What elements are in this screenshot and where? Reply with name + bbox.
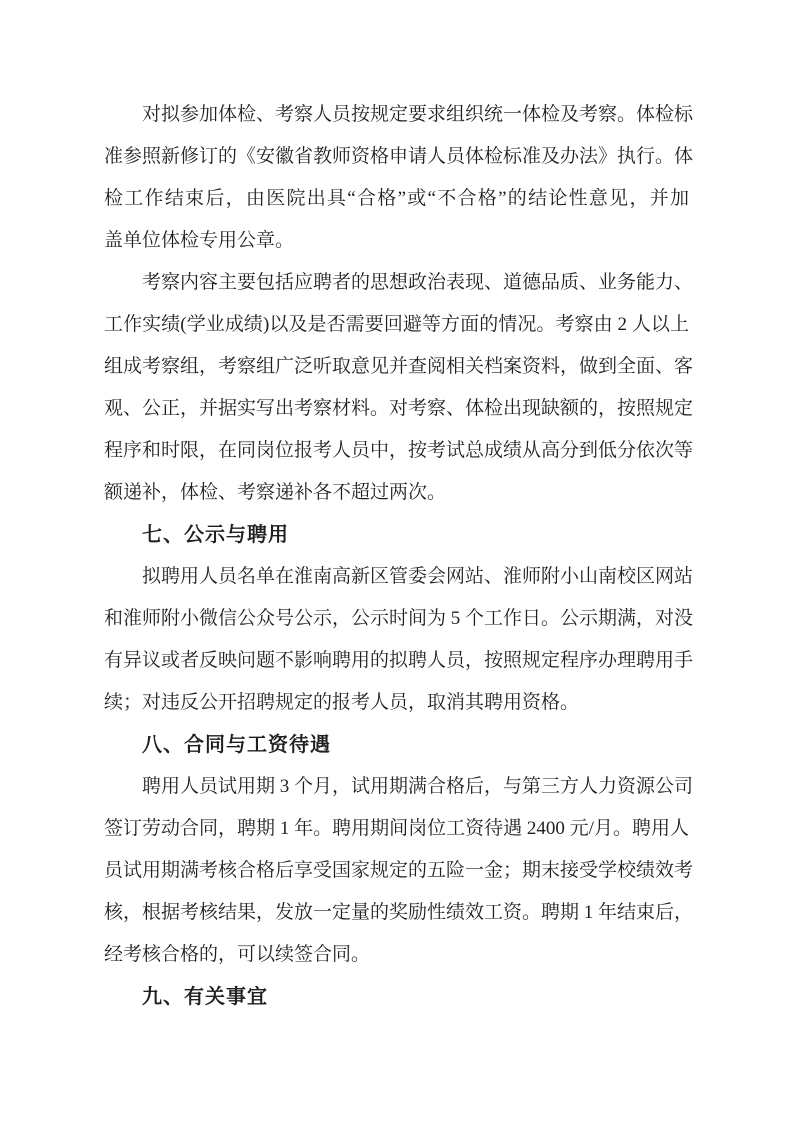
document-line: 准参照新修订的《安徽省教师资格申请人员体检标准及办法》执行。体 xyxy=(104,146,694,167)
document-line: 组成考察组，考察组广泛听取意见并查阅相关档案资料，做到全面、客 xyxy=(104,356,694,377)
paragraph xyxy=(104,766,694,976)
document-line: 聘用人员试用期 3 个月，试用期满合格后，与第三方人力资源公司 xyxy=(142,776,694,797)
paragraph xyxy=(104,556,694,724)
document-line: 程序和时限，在同岗位报考人员中，按考试总成绩从高分到低分依次等 xyxy=(104,440,694,461)
paragraph xyxy=(104,94,694,262)
document-line: 续；对违反公开招聘规定的报考人员，取消其聘用资格。 xyxy=(104,692,580,713)
document-line: 和淮师附小微信公众号公示，公示时间为 5 个工作日。公示期满，对没 xyxy=(104,608,694,629)
document-line: 拟聘用人员名单在淮南高新区管委会网站、淮师附小山南校区网站 xyxy=(142,566,694,587)
section-heading: 七、公示与聘用 xyxy=(142,524,289,546)
document-line: 有异议或者反映问题不影响聘用的拟聘人员，按照规定程序办理聘用手 xyxy=(104,650,694,671)
document-line: 检工作结束后，由医院出具“合格”或“不合格”的结论性意见，并加 xyxy=(104,188,689,209)
document-line: 核，根据考核结果，发放一定量的奖励性绩效工资。聘期 1 年结束后， xyxy=(104,902,694,923)
section-heading: 九、有关事宜 xyxy=(142,986,268,1008)
document-line: 考察内容主要包括应聘者的思想政治表现、道德品质、业务能力、 xyxy=(142,272,694,293)
document-line: 额递补，体检、考察递补各不超过两次。 xyxy=(104,482,447,503)
document-line: 观、公正，并据实写出考察材料。对考察、体检出现缺额的，按照规定 xyxy=(104,398,694,419)
document-line: 签订劳动合同，聘期 1 年。聘用期间岗位工资待遇 2400 元/月。聘用人 xyxy=(104,818,689,839)
section-heading: 八、合同与工资待遇 xyxy=(142,734,331,756)
document-line: 经考核合格的，可以续签合同。 xyxy=(104,944,371,965)
paragraph xyxy=(104,262,694,514)
document-line: 员试用期满考核合格后享受国家规定的五险一金；期末接受学校绩效考 xyxy=(104,860,694,881)
document-line: 盖单位体检专用公章。 xyxy=(104,230,295,251)
document-line: 工作实绩(学业成绩)以及是否需要回避等方面的情况。考察由 2 人以上 xyxy=(104,314,689,335)
document-body xyxy=(104,94,694,1018)
document-line: 对拟参加体检、考察人员按规定要求组织统一体检及考察。体检标 xyxy=(142,104,694,125)
